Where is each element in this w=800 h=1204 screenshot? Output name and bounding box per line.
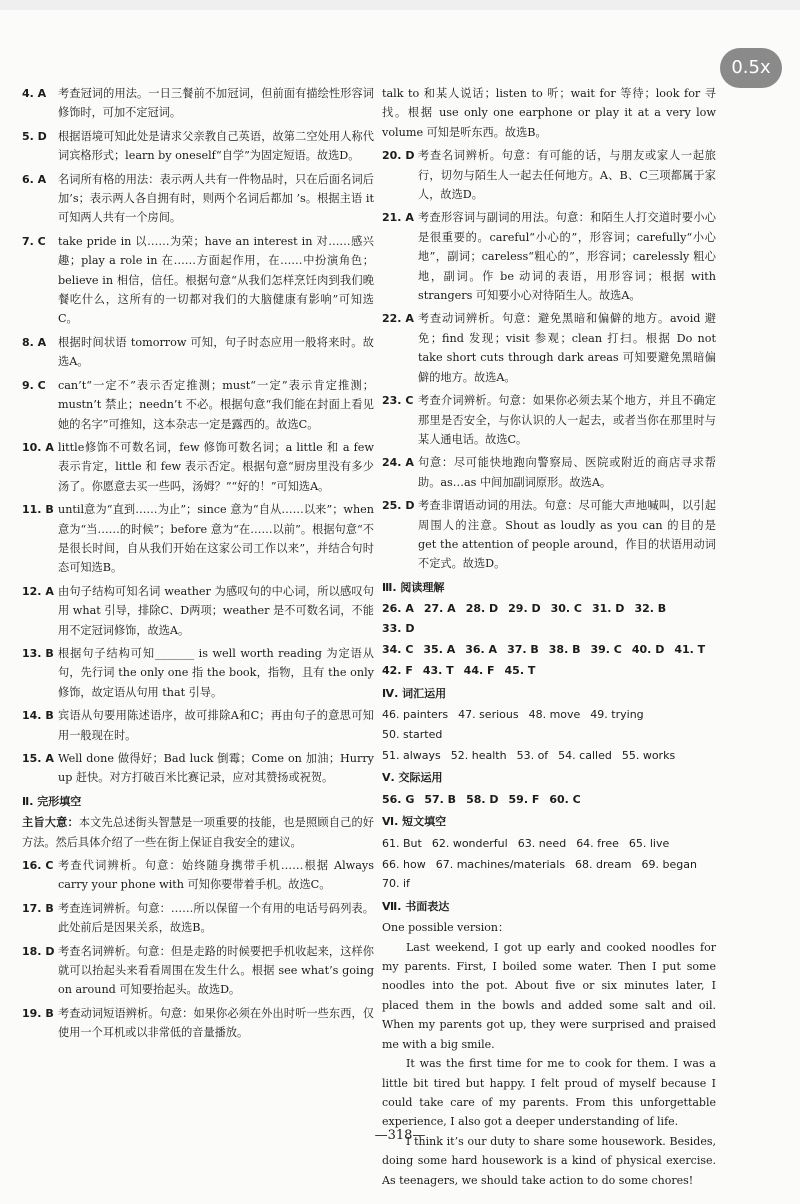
answer-item bbox=[22, 856, 374, 895]
answer-cell: 27. A bbox=[423, 602, 456, 616]
answer-row bbox=[382, 790, 716, 809]
answer-explanation: Well done 做得好；Bad luck 倒霉；Come on 加油；Hurry up 赶快。对方打破百米比赛记录，应对其赞扬或祝贺。 bbox=[58, 752, 374, 785]
answer-explanation: until意为“直到……为止”；since 意为“自从……以来”；when 意为“当……的时候”；before 意为“在……以前”。根据句意“不是很长时间，自从我们开始在这家公司工作以来”，并结合句时态可知选B。 bbox=[58, 503, 374, 575]
answer-item bbox=[22, 942, 374, 1000]
answer-explanation: 考查动词短语辨析。句意：如果你必须在外出时听一些东西，仅使用一个耳机或以非常低的音量播放。 bbox=[58, 1006, 374, 1040]
answer-explanation: 考查连词辨析。句意：……所以保留一个有用的电话号码列表。此处前后是因果关系，故选B。 bbox=[58, 901, 374, 935]
answer-explanation: 根据语境可知此处是请求父亲教自己英语，故第二空处用人称代词宾格形式；learn by oneself“自学”为固定短语。故选D。 bbox=[58, 129, 374, 163]
answer-number: 13. B bbox=[22, 646, 54, 660]
left-items-list bbox=[22, 84, 374, 788]
answer-explanation: 名词所有格的用法：表示两人共有一件物品时，只在后面名词后加’s；表示两人各自拥有时，则两个名词后都加 ’s。根据主语 it 可知两人共有一个房间。 bbox=[58, 172, 374, 225]
answer-cell: 62. wonderful bbox=[431, 836, 508, 850]
answer-cell: 43. T bbox=[422, 664, 454, 678]
answer-item bbox=[22, 500, 374, 578]
answer-explanation: 考查形容词与副词的用法。句意：和陌生人打交道时要小心是很重要的。careful“小心的”，形容词；carefully“小心地”，副词；careless“粗心的”，形容词；carelessly 粗心地，副词。作 be 动词的表语，用形容词；根据 with strangers 可知要小心对待陌生人。故选A。 bbox=[418, 211, 716, 303]
answer-number: 10. A bbox=[22, 440, 54, 454]
top-bar bbox=[0, 0, 800, 10]
answer-number: 16. C bbox=[22, 859, 54, 873]
page-number: —318— bbox=[374, 1128, 426, 1143]
answer-cell: 46. painters bbox=[382, 708, 449, 722]
answer-item bbox=[382, 146, 716, 204]
answer-cell: 34. C bbox=[382, 642, 414, 656]
answer-cell: 31. D bbox=[591, 602, 625, 616]
answer-number: 8. A bbox=[22, 335, 47, 349]
answer-item bbox=[382, 309, 716, 387]
answer-explanation: 由句子结构可知名词 weather 为感叹句的中心词，所以感叹句用 what 引导，排除C、D两项；weather 是不可数名词，不能用不定冠词修饰，故选A。 bbox=[58, 584, 374, 637]
summary-text: 本文先总述街头智慧是一项重要的技能，也是照顾自己的好方法。然后具体介绍了一些在街上保证自我安全的建议。 bbox=[22, 816, 374, 849]
answer-cell: 36. A bbox=[465, 642, 498, 656]
answer-row bbox=[382, 640, 716, 659]
answer-cell: 64. free bbox=[576, 836, 619, 850]
answer-cell: 69. began bbox=[641, 858, 697, 872]
answer-number: 17. B bbox=[22, 901, 54, 915]
answer-cell: 28. D bbox=[465, 602, 499, 616]
answer-cell: 30. C bbox=[550, 602, 582, 616]
answer-cell: 41. T bbox=[674, 642, 706, 656]
answer-cell: 42. F bbox=[382, 664, 413, 678]
answer-number: 6. A bbox=[22, 172, 47, 186]
reading-answers bbox=[382, 599, 716, 681]
watermark-logo bbox=[602, 1112, 782, 1194]
section-title: Ⅳ. 词汇运用 bbox=[382, 686, 447, 700]
essay-paragraph: I think it’s our duty to share some housework. Besides, doing some hard housework is a kind of physical exercise. As teenagers, we should take action to do some chores! bbox=[382, 1134, 716, 1187]
answer-cell: 47. serious bbox=[458, 708, 519, 722]
section-title: Ⅶ. 书面表达 bbox=[382, 899, 450, 913]
answer-number: 14. B bbox=[22, 709, 54, 723]
answer-item bbox=[382, 496, 716, 574]
answer-explanation: 考查动词辨析。句意：避免黑暗和偏僻的地方。avoid 避免；find 发现；visit 参观；clean 打扫。根据 Do not take short cuts through dark areas 可知要避免黑暗偏僻的地方。故选A。 bbox=[418, 312, 716, 384]
answer-item bbox=[22, 1004, 374, 1043]
answer-cell: 59. F bbox=[508, 792, 540, 806]
answer-cell: 68. dream bbox=[575, 858, 632, 872]
answer-explanation: take pride in 以……为荣；have an interest in 对……感兴趣；play a role in 在……方面起作用，在……中扮演角色；believe in 相信，信任。根据句意“从我们怎样烹饪肉到我们晚餐吃什么，这所有的一切都对我们的大脑健康有影响”可知选C。 bbox=[58, 234, 374, 326]
answer-cell: 52. health bbox=[450, 749, 507, 762]
answer-cell: 48. move bbox=[528, 708, 581, 722]
answer-item bbox=[22, 644, 374, 702]
right-column bbox=[382, 84, 716, 1190]
answer-number: 23. C bbox=[382, 394, 414, 408]
answer-item bbox=[22, 899, 374, 938]
answer-explanation: 根据句子结构可知_______ is well worth reading 为定语从句，先行词 the only one 指 the book，指物，且有 the only 修饰，故定语从句用 that 引导。 bbox=[58, 646, 374, 699]
answer-explanation: 句意：尽可能快地跑向警察局、医院或附近的商店寻求帮助。as…as 中间加副词原形。故选A。 bbox=[418, 456, 716, 489]
answer-cell: 51. always bbox=[382, 749, 441, 762]
answer-cell: 33. D bbox=[382, 621, 415, 635]
summary-label: 主旨大意： bbox=[22, 816, 79, 830]
vocab-answers bbox=[382, 705, 716, 765]
answer-explanation: 考查介词辨析。句意：如果你必须去某个地方，并且不确定那里是否安全，与你认识的人一起去，或者当你在那里时与某人通电话。故选C。 bbox=[418, 394, 716, 446]
answer-number: 15. A bbox=[22, 752, 54, 765]
answer-number: 11. B bbox=[22, 503, 54, 517]
answer-cell: 44. F bbox=[463, 664, 495, 678]
answer-item bbox=[382, 453, 716, 492]
answer-number: 12. A bbox=[22, 584, 54, 598]
answer-number: 21. A bbox=[382, 211, 414, 225]
section-title: Ⅵ. 短文填空 bbox=[382, 815, 447, 829]
answer-item bbox=[22, 127, 374, 166]
answer-cell: 50. started bbox=[382, 727, 443, 741]
answer-cell: 55. works bbox=[621, 749, 676, 762]
answer-cell: 26. A bbox=[382, 602, 414, 616]
answer-cell: 49. trying bbox=[590, 708, 644, 722]
section-title: Ⅲ. 阅读理解 bbox=[382, 580, 445, 594]
essay-paragraph: It was the first time for me to cook for them. I was a little bit tired but happy. I felt proud of myself because I could take care of my parents. From this unforgettable experience, I also got a deeper understanding of life. bbox=[382, 1057, 716, 1129]
answer-cell: 60. C bbox=[549, 792, 581, 806]
answer-cell: 37. B bbox=[507, 642, 539, 656]
answer-explanation: 考查名词辨析。句意：有可能的话，与朋友或家人一起旅行，切勿与陌生人一起去任何地方。A、B、C三项都属于家人，故选D。 bbox=[418, 149, 716, 202]
answer-explanation: 根据时间状语 tomorrow 可知，句子时态应用一般将来时。故选A。 bbox=[58, 335, 374, 369]
answer-explanation: 考查代词辨析。句意：始终随身携带手机……根据 Always carry your phone with 可知你要带着手机。故选C。 bbox=[58, 859, 374, 892]
answer-row bbox=[382, 705, 716, 744]
answer-item bbox=[22, 376, 374, 434]
answer-cell: 39. C bbox=[590, 642, 622, 656]
section-title: Ⅴ. 交际运用 bbox=[382, 771, 443, 785]
answer-cell: 67. machines/materials bbox=[435, 858, 566, 872]
answer-explanation: 考查名词辨析。句意：但是走路的时候要把手机收起来，这样你就可以抬起头来看看周围在发生什么。根据 see what’s going on around 可知要抬起头。故选D。 bbox=[58, 944, 374, 997]
left-column bbox=[22, 84, 374, 1047]
answer-item bbox=[22, 170, 374, 228]
answer-explanation: 考查冠词的用法。一日三餐前不加冠词，但前面有描绘性形容词修饰时，可加不定冠词。 bbox=[58, 87, 374, 120]
answer-number: 5. D bbox=[22, 129, 47, 143]
answer-number: 9. C bbox=[22, 378, 46, 392]
comm-answers bbox=[382, 790, 716, 809]
answer-number: 7. C bbox=[22, 234, 46, 248]
answer-number: 24. A bbox=[382, 456, 414, 470]
answer-cell: 70. if bbox=[382, 877, 410, 891]
answer-number: 18. D bbox=[22, 944, 55, 958]
right-items-list bbox=[382, 146, 716, 574]
answer-explanation: can’t“一定不”表示否定推测；must“一定”表示肯定推测；mustn’t 禁止；needn’t 不必。根据句意“我们能在封面上看见她的名字”可推知，这本杂志一定是露西的。故选C。 bbox=[58, 378, 374, 431]
answer-item bbox=[22, 582, 374, 640]
answer-item bbox=[22, 706, 374, 745]
answer-cell: 54. called bbox=[558, 749, 612, 762]
left-items-list-2 bbox=[22, 856, 374, 1043]
answer-row bbox=[382, 834, 716, 853]
answer-item bbox=[22, 749, 374, 788]
answer-row bbox=[382, 855, 716, 894]
answer-cell: 35. A bbox=[423, 642, 456, 656]
summary bbox=[22, 813, 374, 852]
answer-number: 22. A bbox=[382, 312, 414, 326]
answer-item bbox=[22, 232, 374, 329]
answer-cell: 57. B bbox=[424, 792, 457, 806]
section-title: Ⅱ. 完形填空 bbox=[22, 794, 82, 808]
answer-item bbox=[382, 391, 716, 449]
answer-number: 20. D bbox=[382, 149, 415, 163]
answer-cell: 65. live bbox=[628, 836, 670, 850]
essay-paragraph: Last weekend, I got up early and cooked noodles for my parents. First, I boiled some water. Then I put some noodles into the pot. About five or six minutes later, I placed them in the bowls and added some salt and oil. When my parents got up, they were surprised and praised me with a big smile. bbox=[382, 940, 716, 1051]
answer-cell: 32. B bbox=[634, 602, 667, 616]
answer-cell: 61. But bbox=[382, 836, 422, 850]
essay-intro: One possible version： bbox=[382, 921, 509, 935]
answer-row bbox=[382, 746, 716, 765]
answer-cell: 66. how bbox=[382, 858, 426, 872]
answer-item bbox=[382, 208, 716, 305]
answer-cell: 63. need bbox=[517, 836, 567, 850]
answer-cell: 58. D bbox=[466, 792, 499, 806]
answer-cell: 53. of bbox=[516, 749, 549, 762]
answer-item bbox=[22, 84, 374, 123]
answer-cell: 38. B bbox=[548, 642, 581, 656]
zoom-level-badge[interactable]: 0.5x bbox=[720, 48, 782, 88]
answer-cell: 56. G bbox=[382, 792, 415, 806]
answer-explanation: little修饰不可数名词，few 修饰可数名词；a little 和 a few 表示肯定，little 和 few 表示否定。根据句意“厨房里没有多少汤了。你愿意去买一些吗，汤姆？”“好的！”可知选A。 bbox=[58, 440, 374, 493]
answer-explanation: 宾语从句要用陈述语序，故可排除A和C；再由句子的意思可知用一般现在时。 bbox=[58, 709, 374, 742]
answer-explanation: 考查非谓语动词的用法。句意：尽可能大声地喊叫，以引起周围人的注意。Shout as loudly as you can 的目的是 get the attention of people around，作目的状语用动词不定式。故选D。 bbox=[418, 499, 716, 571]
answer-item bbox=[22, 438, 374, 496]
answer-number: 4. A bbox=[22, 87, 47, 100]
answer-cell: 29. D bbox=[508, 602, 541, 616]
cloze-answers bbox=[382, 834, 716, 894]
answer-cell: 40. D bbox=[631, 642, 665, 656]
answer-cell: 45. T bbox=[504, 664, 536, 678]
answer-number: 19. B bbox=[22, 1006, 54, 1020]
answer-item bbox=[22, 333, 374, 372]
answer-row bbox=[382, 661, 716, 680]
answer-row bbox=[382, 599, 716, 638]
answer-number: 25. D bbox=[382, 499, 415, 513]
continued-explanation: talk to 和某人说话；listen to 听；wait for 等待；look for 寻找。根据 use only one earphone or play it at a very low volume 可知是听东西。故选B。 bbox=[382, 87, 716, 139]
